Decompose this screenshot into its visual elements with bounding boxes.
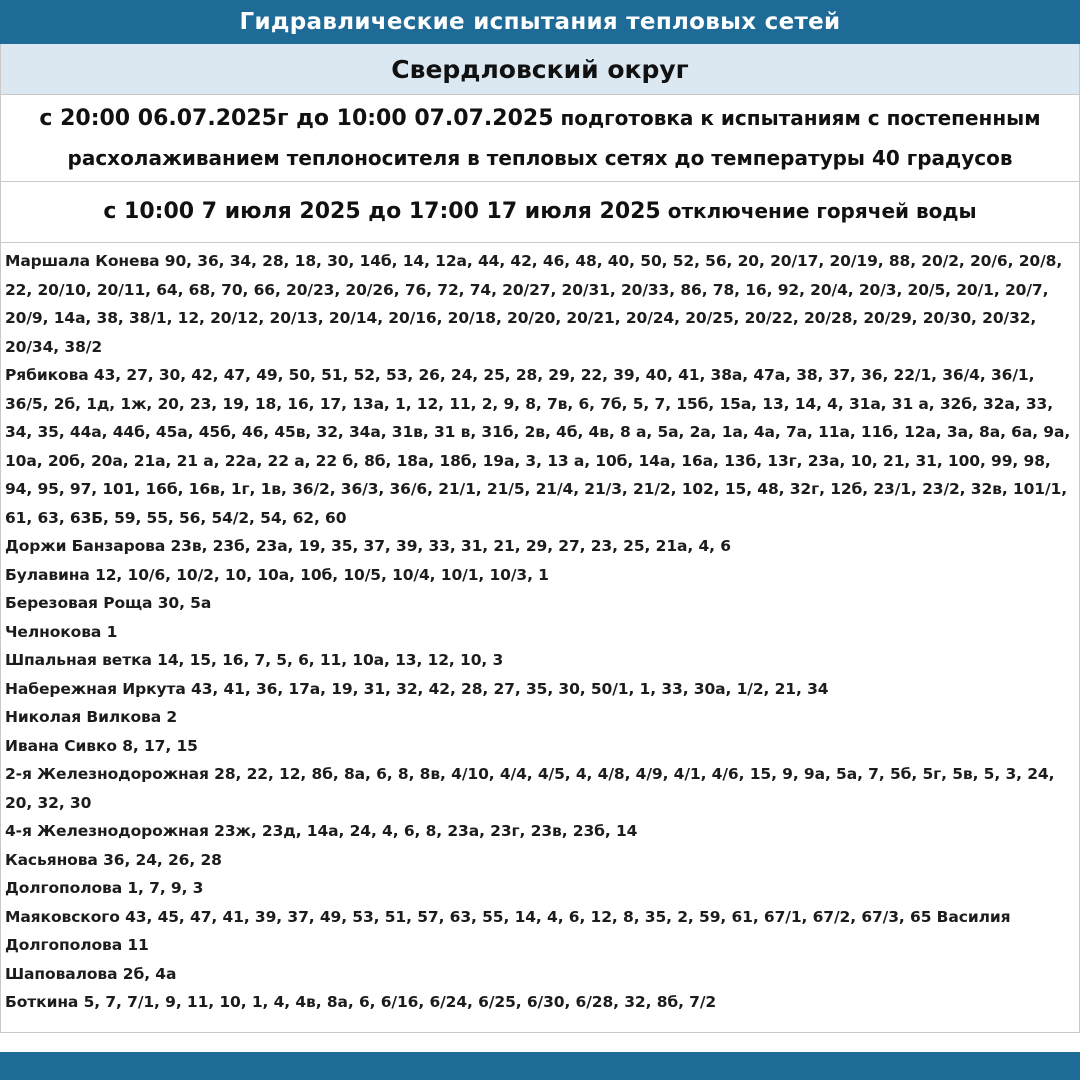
address-item: Доржи Банзарова 23в, 23б, 23а, 19, 35, 37, 39, 33, 31, 21, 29, 27, 23, 25, 21а, 4, 6 — [5, 537, 731, 555]
shutdown-period: с 10:00 7 июля 2025 до 17:00 17 июля 2025 — [103, 199, 661, 224]
preparation-text: подготовка к испытаниям с постепенным — [553, 106, 1041, 130]
shutdown-text: отключение горячей воды — [660, 199, 977, 223]
footer-bar — [0, 1052, 1080, 1080]
address-item: Березовая Роща 30, 5а — [5, 594, 212, 612]
address-item: Маяковского 43, 45, 47, 41, 39, 37, 49, 53, 51, 57, 63, 55, 14, 4, 6, 12, 8, 35, 2, 59, 61, 67/1, 67/2, 67/3, 65 Василия Долгополова 11 — [5, 907, 1011, 954]
preparation-notice-line-1 — [39, 99, 1040, 139]
address-list — [1, 243, 1079, 1017]
address-item: 2-я Железнодорожная 28, 22, 12, 8б, 8а, 6, 8, 8в, 4/10, 4/4, 4/5, 4, 4/8, 4/9, 4/1, 4/6, 15, 9, 9а, 5а, 7, 5б, 5г, 5в, 5, 3, 24, 20, 32, 30 — [5, 765, 1055, 812]
address-item: Набережная Иркута 43, 41, 36, 17а, 19, 31, 32, 42, 28, 27, 35, 30, 50/1, 1, 33, 30а, 1/2, 21, 34 — [5, 679, 829, 698]
address-item: Долгополова 1, 7, 9, 3 — [5, 879, 204, 897]
address-item: Челнокова 1 — [5, 622, 118, 641]
address-item: Ивана Сивко 8, 17, 15 — [5, 736, 198, 755]
shutdown-notice — [1, 182, 1079, 243]
preparation-notice-line-2: расхолаживанием теплоносителя в тепловых сетях до температуры 40 градусов — [67, 146, 1013, 170]
preparation-notice — [1, 95, 1079, 182]
address-item: Рябикова 43, 27, 30, 42, 47, 49, 50, 51, 52, 53, 26, 24, 25, 28, 29, 22, 39, 40, 41, 38а, 47а, 38, 37, 36, 22/1, 36/4, 36/1, 36/5, 2б, 1д, 1ж, 20, 23, 19, 18, 16, 17, 13а, 1, 12, 11, 2, 9, 8, 7в, 6, 7б, 5, 7, 15б, 15а, 13, 14, 4, 31а, 31 а, 32б, 32а, 33, 34, 35, 44а, 44б, 45а, 45б, 46, 45в, 32, 34а, 31в, 31 в, 31б, 2в, 4б, 4в, 8 а, 5а, 2а, 1а, 4а, 7а, 11а, 11б, 12а, 3а, 8а, 6а, 9а, 10а, 20б, 20а, 21а, 21 а, 22а, 22 а, 22 б, 8б, 18а, 18б, 19а, 3, 13 а, 10б, 14а, 16а, 13б, 13г, 23а, 10, 21, 31, 100, 99, 98, 94, 95, 97, 101, 16б, 16в, 1г, 1в, 36/2, 36/3, 36/6, 21/1, 21/5, 21/4, 21/3, 21/2, 102, 15, 48, 32г, 12б, 23/1, 23/2, 32в, 101/1, 61, 63, 63Б, 59, 55, 56, 54/2, 54, 62, 60 — [5, 366, 1071, 527]
shutdown-notice-line — [103, 192, 976, 232]
district-header — [1, 44, 1079, 95]
address-item: Маршала Конева 90, 36, 34, 28, 18, 30, 14б, 14, 12а, 44, 42, 46, 48, 40, 50, 52, 56, 20, 20/17, 20/19, 88, 20/2, 20/6, 20/8, 22, 20/10, 20/11, 64, 68, 70, 66, 20/23, 20/26, 76, 72, 74, 20/27, 20/31, 20/33, 86, 78, 16, 92, 20/4, 20/3, 20/5, 20/1, 20/7, 20/9, 14а, 38, 38/1, 12, 20/12, 20/13, 20/14, 20/16, 20/18, 20/20, 20/21, 20/24, 20/25, 20/22, 20/28, 20/29, 20/30, 20/32, 20/34, 38/2 — [5, 252, 1063, 356]
address-item: Булавина 12, 10/6, 10/2, 10, 10а, 10б, 10/5, 10/4, 10/1, 10/3, 1 — [5, 565, 549, 584]
address-item: Касьянова 36, 24, 26, 28 — [5, 850, 222, 869]
title-banner — [0, 0, 1080, 44]
address-item: Шпальная ветка 14, 15, 16, 7, 5, 6, 11, 10а, 13, 12, 10, 3 — [5, 651, 504, 669]
address-item: Николая Вилкова 2 — [5, 708, 178, 726]
preparation-period: с 20:00 06.07.2025г до 10:00 07.07.2025 — [39, 106, 554, 131]
address-item: Шаповалова 2б, 4а — [5, 964, 177, 983]
address-item: Боткина 5, 7, 7/1, 9, 11, 10, 1, 4, 4в, 8а, 6, 6/16, 6/24, 6/25, 6/30, 6/28, 32, 8б, 7/2 — [5, 993, 717, 1011]
page-title: Гидравлические испытания тепловых сетей — [239, 9, 841, 35]
content-frame — [0, 44, 1080, 1033]
district-name: Свердловский округ — [391, 54, 689, 84]
address-item: 4-я Железнодорожная 23ж, 23д, 14а, 24, 4, 6, 8, 23а, 23г, 23в, 23б, 14 — [5, 822, 638, 840]
